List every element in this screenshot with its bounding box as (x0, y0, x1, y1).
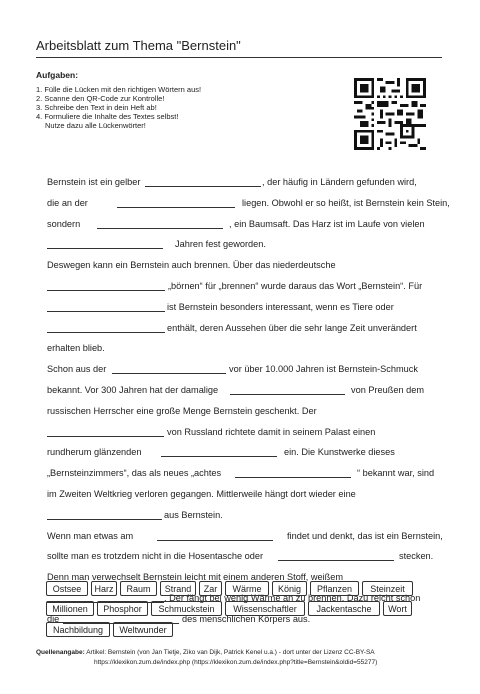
text-line (47, 380, 437, 401)
text-segment: erhalten blieb. (47, 343, 105, 354)
source-line-1: Artikel: Bernstein (von Jan Tietje, Ziko van Dijk, Patrick Kenel u.a.) - dort unter der Lizenz CC-BY-SA (86, 649, 375, 656)
text-segment: . Der fängt bei wenig Wärme an zu brennen. Dazu reicht schon (164, 592, 421, 603)
text-line (47, 234, 437, 255)
text-line (47, 193, 450, 214)
task-item: 1. Fülle die Lücken mit den richtigen Wörtern aus! (36, 85, 202, 94)
text-line (47, 172, 437, 193)
worksheet-title: Arbeitsblatt zum Thema "Bernstein" (36, 38, 241, 53)
gap-blank[interactable] (117, 207, 235, 208)
gap-blank[interactable] (47, 290, 165, 291)
gap-blank[interactable] (47, 311, 165, 312)
text-segment: die (47, 613, 60, 624)
word-chip[interactable]: Millionen (46, 601, 94, 616)
gap-blank[interactable] (47, 436, 164, 437)
text-line (47, 318, 437, 339)
task-item: 2. Scanne den QR-Code zur Kontrolle! (36, 94, 165, 103)
text-segment: im Zweiten Weltkrieg verloren gegangen. Mittlerweile hängt dort wieder eine (47, 488, 356, 499)
word-chip[interactable]: Phosphor (97, 601, 148, 616)
word-chip[interactable]: Weltwunder (113, 622, 173, 637)
text-line (47, 442, 437, 463)
word-chip[interactable]: Wissenschaftler (225, 601, 305, 616)
text-segment: Schon aus der (47, 364, 107, 375)
gap-blank[interactable] (278, 560, 394, 561)
text-segment: aus Bernstein. (164, 509, 223, 520)
task-item: Nutze dazu alle Lückenwörter! (45, 121, 146, 130)
text-segment: bekannt. Vor 300 Jahren hat der damalige (47, 384, 219, 395)
gap-blank[interactable] (230, 394, 345, 395)
text-segment: stecken. (399, 551, 434, 562)
text-line (47, 484, 437, 505)
word-chip[interactable]: Raum (120, 581, 157, 596)
text-line (47, 297, 437, 318)
text-line (47, 422, 437, 443)
cloze-text (47, 172, 450, 630)
text-line (47, 359, 437, 380)
text-segment: Denn man verwechselt Bernstein leicht mit einem anderen Stoff, weißem (47, 572, 344, 583)
text-segment: enthält, deren Aussehen über die sehr lange Zeit unverändert (167, 322, 417, 333)
gap-blank[interactable] (47, 332, 165, 333)
task-item: 3. Schreibe den Text in dein Heft ab! (36, 103, 157, 112)
gap-blank[interactable] (161, 456, 277, 457)
source-line-2: https://klexikon.zum.de/index.php (https://klexikon.zum.de/index.php?title=Bernstein&oldid=55277) (94, 659, 378, 666)
text-segment: russischen Herrscher eine große Menge Bernstein geschenkt. Der (47, 405, 317, 416)
gap-blank[interactable] (235, 477, 351, 478)
source-citation (36, 648, 377, 668)
text-segment: „börnen“ für „brennen“ wurde daraus das Wort „Bernstein“. Für (168, 280, 423, 291)
gap-blank[interactable] (97, 228, 223, 229)
word-chip[interactable]: Schmuckstein (151, 601, 222, 616)
text-line (47, 401, 437, 422)
text-segment: rundherum glänzenden (47, 447, 142, 458)
qr-code-icon[interactable] (354, 78, 426, 150)
word-chip[interactable]: Ostsee (46, 581, 88, 596)
text-segment: , ein Baumsaft. Das Harz ist im Laufe von vielen (229, 218, 425, 229)
text-segment: sondern (47, 218, 81, 229)
text-segment: vor über 10.000 Jahren ist Bernstein-Schmuck (229, 364, 418, 375)
word-chip[interactable]: Wort (383, 601, 412, 616)
text-line (47, 546, 437, 567)
text-segment: liegen. Obwohl er so heißt, ist Bernstein kein Stein, (242, 197, 450, 208)
text-line (47, 276, 437, 297)
title-divider (36, 57, 442, 58)
text-segment: ein. Die Kunstwerke dieses (284, 447, 395, 458)
text-line (47, 505, 437, 526)
task-item: 4. Formuliere die Inhalte des Textes selbst! (36, 112, 179, 121)
text-segment: von Russland richtete damit in seinem Palast einen (167, 426, 376, 437)
gap-blank[interactable] (47, 519, 162, 520)
text-segment: “ bekannt war, sind (357, 468, 435, 479)
gap-blank[interactable] (112, 373, 226, 374)
word-chip[interactable]: Nachbildung (46, 622, 110, 637)
text-segment: , der häufig in Ländern gefunden wird, (262, 177, 417, 187)
text-segment: findet und denkt, das ist ein Bernstein, (287, 530, 443, 541)
gap-blank[interactable] (145, 186, 261, 187)
text-segment: Jahren fest geworden. (175, 239, 266, 250)
tasks-heading: Aufgaben: (36, 70, 79, 80)
gap-blank[interactable] (157, 540, 273, 541)
text-line (47, 214, 437, 235)
text-segment: ist Bernstein besonders interessant, wenn es Tiere oder (167, 301, 394, 312)
text-line (47, 255, 437, 276)
word-chip[interactable]: Harz (91, 581, 117, 596)
word-chip[interactable]: Steinzeit (362, 581, 413, 596)
text-segment: Deswegen kann ein Bernstein auch brennen. Über das niederdeutsche (47, 260, 336, 271)
word-chip[interactable]: Strand (160, 581, 196, 596)
text-segment: Bernstein ist ein gelber (47, 177, 141, 187)
text-line (47, 463, 437, 484)
text-segment: „Bernsteinzimmers“, das als neues „achtes (47, 468, 222, 479)
text-segment: Wenn man etwas am (47, 530, 134, 541)
word-chip[interactable]: Zar (199, 581, 222, 596)
gap-blank[interactable] (47, 248, 163, 249)
word-chip[interactable]: König (272, 581, 307, 596)
text-segment: sollte man es trotzdem nicht in die Hosentasche oder (47, 551, 264, 562)
text-segment: von Preußen dem (351, 384, 425, 395)
word-chip[interactable]: Jackentasche (308, 601, 380, 616)
task-list (36, 85, 201, 130)
source-label: Quellenangabe: (36, 649, 85, 656)
word-chip[interactable]: Wärme (225, 581, 269, 596)
text-segment: des menschlichen Körpers aus. (182, 613, 311, 624)
word-chip[interactable]: Pflanzen (310, 581, 359, 596)
text-line (47, 526, 443, 547)
text-line (47, 338, 437, 359)
text-segment: die an der (47, 197, 88, 208)
